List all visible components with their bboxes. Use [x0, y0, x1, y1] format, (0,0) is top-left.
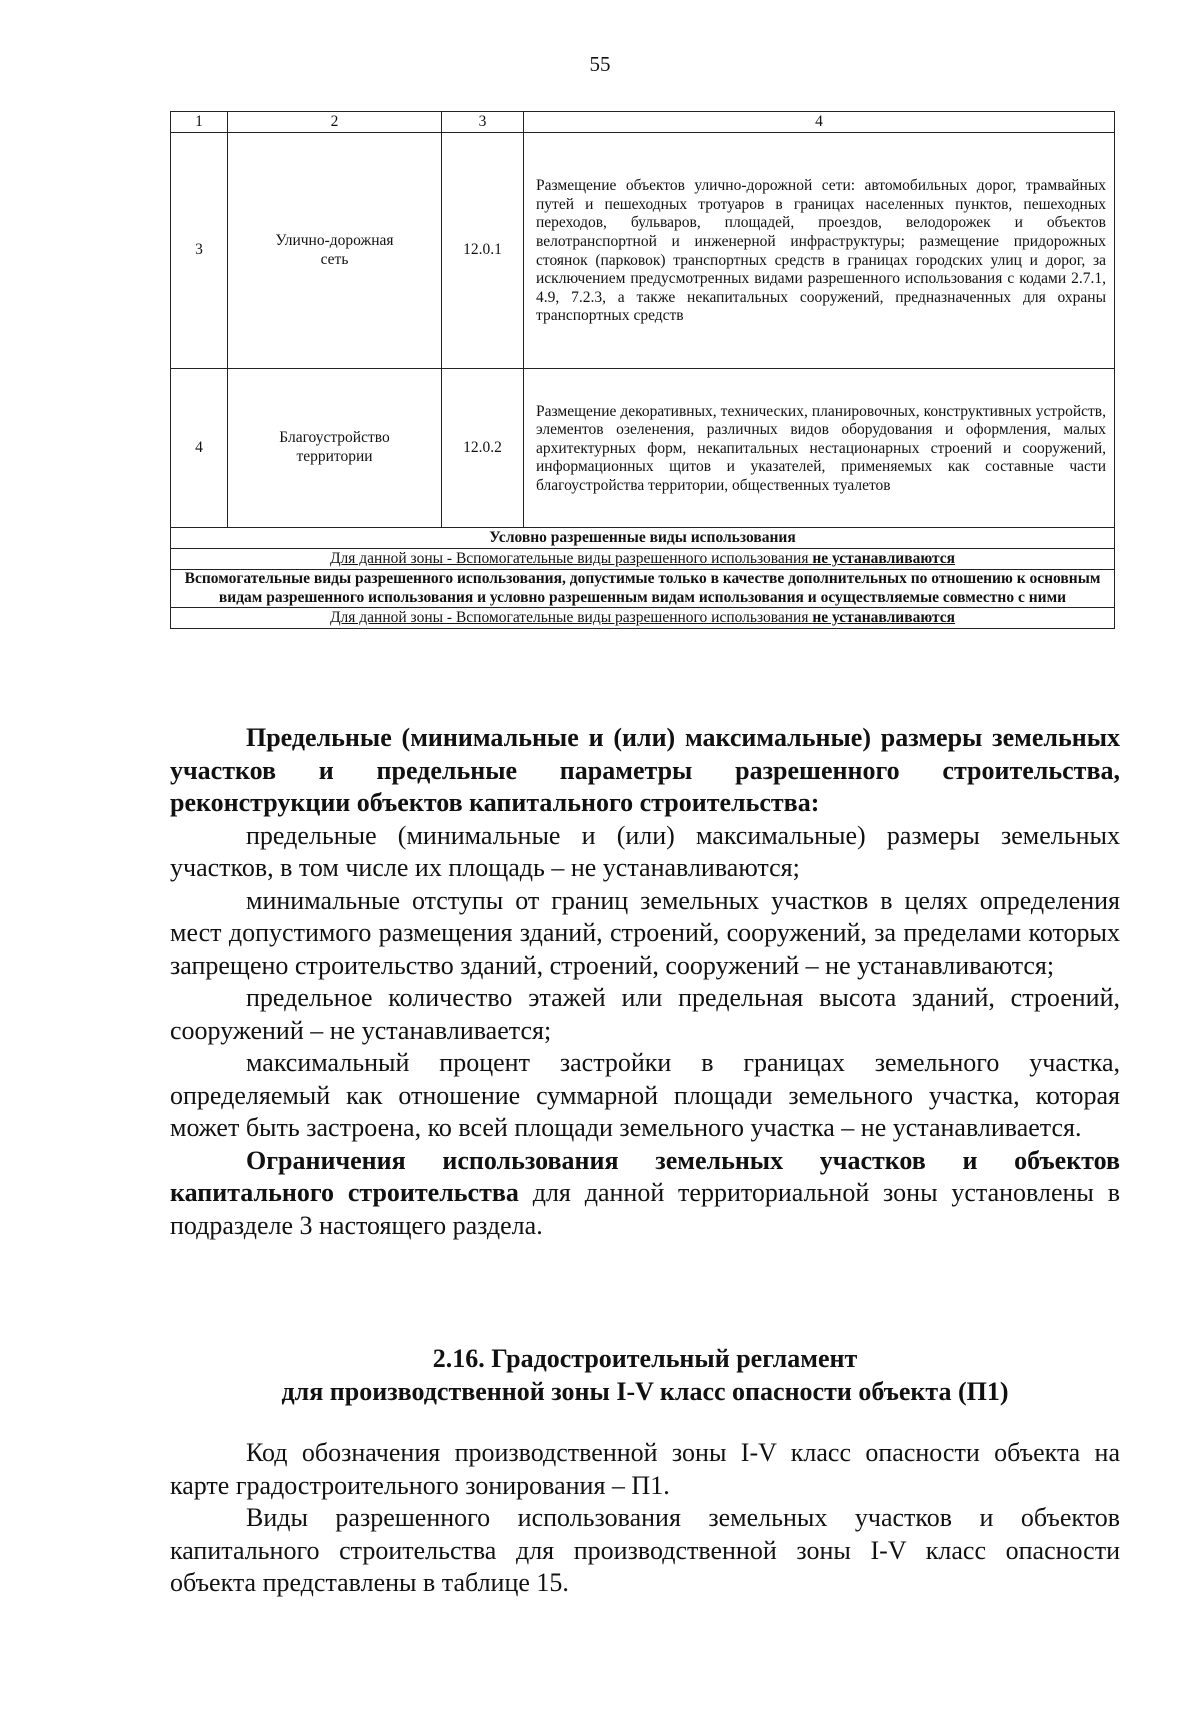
row-number: 4	[171, 369, 228, 528]
limits-heading: Предельные (минимальные и (или) максимальные) размеры земельных участков и предельные параметры разрешенного строительства, реконструкции объектов капитального строительства:	[170, 723, 1120, 817]
header-cell: 1	[171, 112, 228, 133]
use-type-code: 12.0.2	[442, 369, 524, 528]
auxiliary-uses-title: Вспомогательные виды разрешенного использования, допустимые только в качестве дополнительных по отношению к основным видам разрешенного использования и условно разрешенным видам использования и осуществляемые совместно с ними	[171, 570, 1115, 608]
limits-item: максимальный процент застройки в границах земельного участка, определяемый как отношение суммарной площади земельного участка, которая может быть застроена, ко всей площади земельного участка – не устанавливается.	[170, 1048, 1120, 1142]
table-row	[171, 133, 1115, 369]
restrictions-paragraph	[170, 1145, 1120, 1243]
land-use-table	[170, 111, 1115, 629]
use-type-name	[228, 133, 442, 369]
use-type-code: 12.0.1	[442, 133, 524, 369]
use-type-name-line: Улично-дорожная	[275, 231, 394, 249]
note-bold-text: не устанавливаются	[812, 608, 956, 626]
zone-code-paragraph: Код обозначения производственной зоны I-V класс опасности объекта на карте градостроительного зонирования – П1.	[170, 1438, 1120, 1500]
use-type-description: Размещение объектов улично-дорожной сети: автомобильных дорог, трамвайных путей и пешеходных тротуаров в границах населенных пунктов, пешеходных переходов, бульваров, площадей, проездов, велодорожек и объектов велотранспортной и инженерной инфраструктуры; размещение придорожных стоянок (парковок) транспортных средств в границах городских улиц и дорог, за исключением предусмотренных видами разрешенного использования с кодами 2.7.1, 4.9, 7.2.3, а также некапитальных сооружений, предназначенных для охраны транспортных средств	[524, 133, 1115, 369]
section-title: 2.16. Градостроительный регламент	[432, 1344, 858, 1373]
note-text: Для данной зоны - Вспомогательные виды разрешенного использования	[329, 549, 813, 567]
section-2-16	[170, 1343, 1120, 1600]
restrictions-text: для данной территориальной зоны установлены в подразделе 3 настоящего раздела.	[170, 1178, 1120, 1240]
conditional-uses-title-row	[171, 528, 1115, 549]
header-cell: 3	[442, 112, 524, 133]
limits-item: минимальные отступы от границ земельных участков в целях определения мест допустимого размещения зданий, строений, сооружений, за пределами которых запрещено строительство зданий, строений, сооружений – не устанавливаются;	[170, 885, 1120, 980]
use-type-name-line: Благоустройство	[279, 429, 390, 447]
note-bold-text: не устанавливаются	[812, 549, 956, 567]
use-type-name	[228, 369, 442, 528]
auxiliary-uses-note	[171, 608, 1115, 629]
land-use-types-paragraph: Виды разрешенного использования земельных участков и объектов капитального строительства для производственной зоны I-V класс опасности объекта представлены в таблице 15.	[170, 1503, 1120, 1597]
conditional-uses-title: Условно разрешенные виды использования	[171, 528, 1115, 549]
header-cell: 2	[228, 112, 442, 133]
limits-section	[170, 722, 1120, 1242]
auxiliary-uses-title-row	[171, 570, 1115, 608]
row-number: 3	[171, 133, 228, 369]
use-type-name-line: территории	[296, 448, 373, 465]
header-cell: 4	[524, 112, 1115, 133]
limits-item: предельное количество этажей или предельная высота зданий, строений, сооружений – не устанавливается;	[170, 983, 1120, 1045]
auxiliary-uses-note-row	[171, 608, 1115, 629]
page-number: 55	[589, 52, 611, 76]
use-type-description: Размещение декоративных, технических, планировочных, конструктивных устройств, элементов озеленения, различных видов оборудования и оформления, малых архитектурных форм, некапитальных нестационарных строений и сооружений, информационных щитов и указателей, применяемых как составные части благоустройства территории, общественных туалетов	[524, 369, 1115, 528]
table-header-row	[171, 112, 1115, 133]
limits-item: предельные (минимальные и (или) максимальные) размеры земельных участков, в том числе их площадь – не устанавливаются;	[170, 820, 1120, 882]
restrictions-bold-text: Ограничения использования земельных участков и объектов капитального строительства	[170, 1145, 1120, 1207]
section-subtitle: для производственной зоны I-V класс опасности объекта (П1)	[281, 1376, 1009, 1406]
conditional-uses-note	[171, 549, 1115, 570]
use-type-name-line: сеть	[320, 250, 349, 268]
conditional-uses-note-row	[171, 549, 1115, 570]
table-row	[171, 369, 1115, 528]
note-text: Для данной зоны - Вспомогательные виды разрешенного использования	[329, 608, 813, 626]
